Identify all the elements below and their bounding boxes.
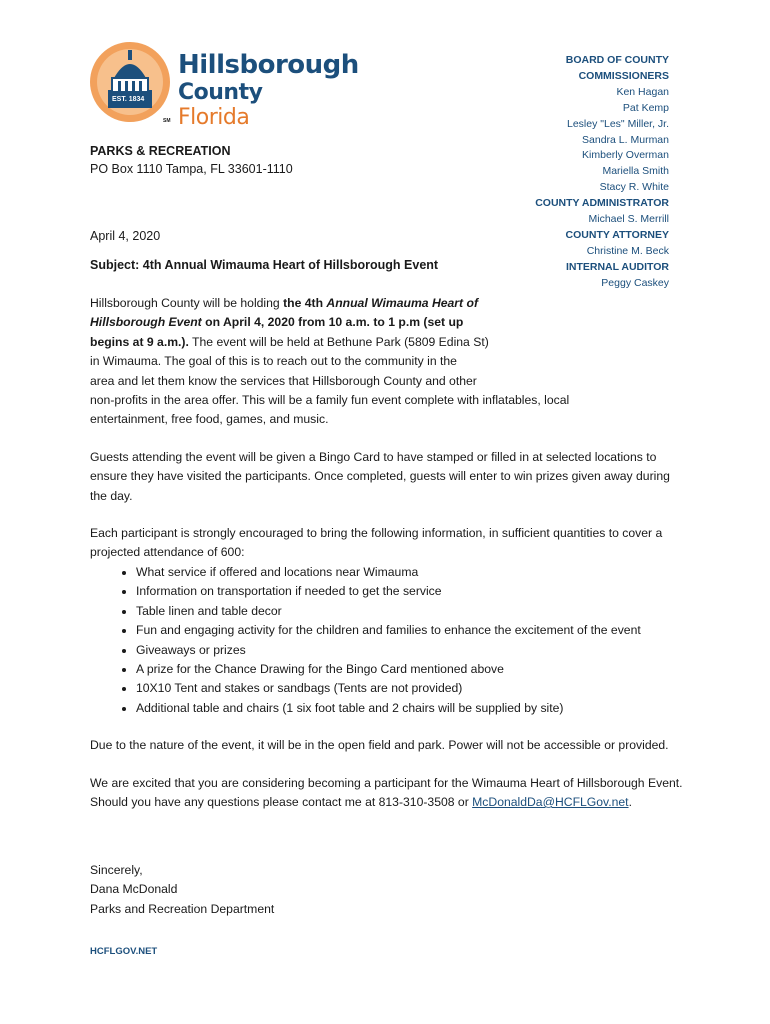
letter-date: April 4, 2020 — [90, 229, 161, 243]
list-item: • Additional table and chairs (1 six foot table and 2 chairs will be supplied by site) — [136, 699, 690, 718]
signer-department: Parks and Recreation Department — [90, 901, 275, 916]
attorney-heading: COUNTY ATTORNEY — [565, 228, 669, 241]
commissioner: Mariella Smith — [602, 165, 669, 178]
intro-line: area and let them know the services that Hillsborough County and other — [90, 373, 477, 388]
closing: Sincerely, — [90, 863, 143, 877]
paragraph-contact — [90, 774, 690, 813]
intro-line — [90, 313, 690, 332]
contact-end: . — [628, 794, 632, 809]
attorney-name: Christine M. Beck — [586, 244, 669, 257]
intro-setup: begins at 9 a.m.). — [90, 334, 189, 349]
paragraph-power: Due to the nature of the event, it will be in the open field and park. Power will not be accessible or provided. — [90, 738, 669, 753]
signer-name: Dana McDonald — [90, 882, 178, 897]
department-name: PARKS & RECREATION — [90, 144, 231, 158]
paragraph-bingo: Guests attending the event will be given a Bingo Card to have stamped or filled in at selected locations to ensure they have visited the participants. Once completed, guests will enter to win prizes given away during the day. — [90, 449, 670, 503]
intro-location: The event will be held at Bethune Park (5809 Edina St) — [188, 334, 489, 349]
logo-florida: Florida — [178, 105, 250, 130]
list-item: • Giveaways or prizes — [136, 641, 690, 660]
email-link[interactable]: McDonaldDa@HCFLGov.net — [472, 794, 629, 809]
supply-list — [90, 563, 690, 718]
intro-event-name: Annual Wimauma Heart of — [326, 296, 478, 310]
list-item: • 10X10 Tent and stakes or sandbags (Tents are not provided) — [136, 679, 690, 698]
department-block — [90, 144, 293, 176]
service-mark: SM — [163, 118, 171, 124]
letter-subject: Subject: 4th Annual Wimauma Heart of Hillsborough Event — [90, 258, 439, 272]
list-item: • A prize for the Chance Drawing for the Bingo Card mentioned above — [136, 660, 690, 679]
footer-website: HCFLGOV.NET — [90, 946, 158, 957]
intro-line: non-profits in the area offer. This will be a family fun event complete with inflatables, local — [90, 393, 570, 408]
logo-county: County — [178, 80, 263, 105]
commissioner: Kimberly Overman — [582, 149, 669, 162]
intro-line — [90, 333, 690, 352]
list-item: • What service if offered and locations near Wimauma — [136, 563, 690, 582]
logo-title-line1: Hillsborough — [178, 50, 359, 80]
paragraph-participants: Each participant is strongly encouraged to bring the following information, in sufficient quantities to cover a projected attendance of 600: — [90, 526, 663, 560]
intro-event-name-2: Hillsborough Event — [90, 315, 202, 330]
courthouse-dome-icon — [88, 40, 172, 124]
list-item: • Fun and engaging activity for the children and families to enhance the excitement of the event — [136, 621, 690, 640]
closing-block — [90, 861, 274, 919]
intro-bold: the 4th — [283, 296, 327, 310]
intro-text: Hillsborough County will be holding — [90, 296, 284, 310]
intro-line: entertainment, free food, games, and music. — [90, 412, 329, 427]
intro-time: on April 4, 2020 from 10 a.m. to 1 p.m (set up — [201, 315, 464, 330]
administrator-name: Michael S. Merrill — [588, 213, 669, 226]
board-heading-2: COMMISSIONERS — [578, 69, 669, 82]
commissioner: Stacy R. White — [599, 181, 669, 194]
intro-line: in Wimauma. The goal of this is to reach out to the community in the — [90, 354, 457, 369]
auditor-heading: INTERNAL AUDITOR — [565, 260, 669, 273]
commissioner: Sandra L. Murman — [582, 133, 669, 146]
board-heading-1: BOARD OF COUNTY — [565, 54, 669, 66]
commissioner: Ken Hagan — [616, 85, 669, 98]
officials-sidebar — [439, 53, 669, 292]
administrator-heading: COUNTY ADMINISTRATOR — [535, 197, 669, 210]
commissioner: Lesley "Les" Miller, Jr. — [567, 117, 669, 130]
list-item: • Information on transportation if needed to get the service — [136, 582, 690, 601]
logo-title-line2 — [178, 80, 338, 130]
list-item: • Table linen and table decor — [136, 602, 690, 621]
auditor-name: Peggy Caskey — [601, 276, 669, 289]
commissioner: Pat Kemp — [622, 101, 669, 114]
letter-body — [90, 294, 690, 830]
contact-text: We are excited that you are considering becoming a participant for the Wimauma Heart of Hillsborough Event. Should you have any questions please contact me at 813-310-3508 or — [90, 775, 683, 809]
county-logo — [88, 40, 359, 130]
est-label: EST. 1834 — [112, 96, 145, 103]
intro-line — [90, 294, 690, 313]
paragraph-intro — [90, 294, 690, 430]
department-address: PO Box 1110 Tampa, FL 33601-1110 — [90, 162, 293, 176]
